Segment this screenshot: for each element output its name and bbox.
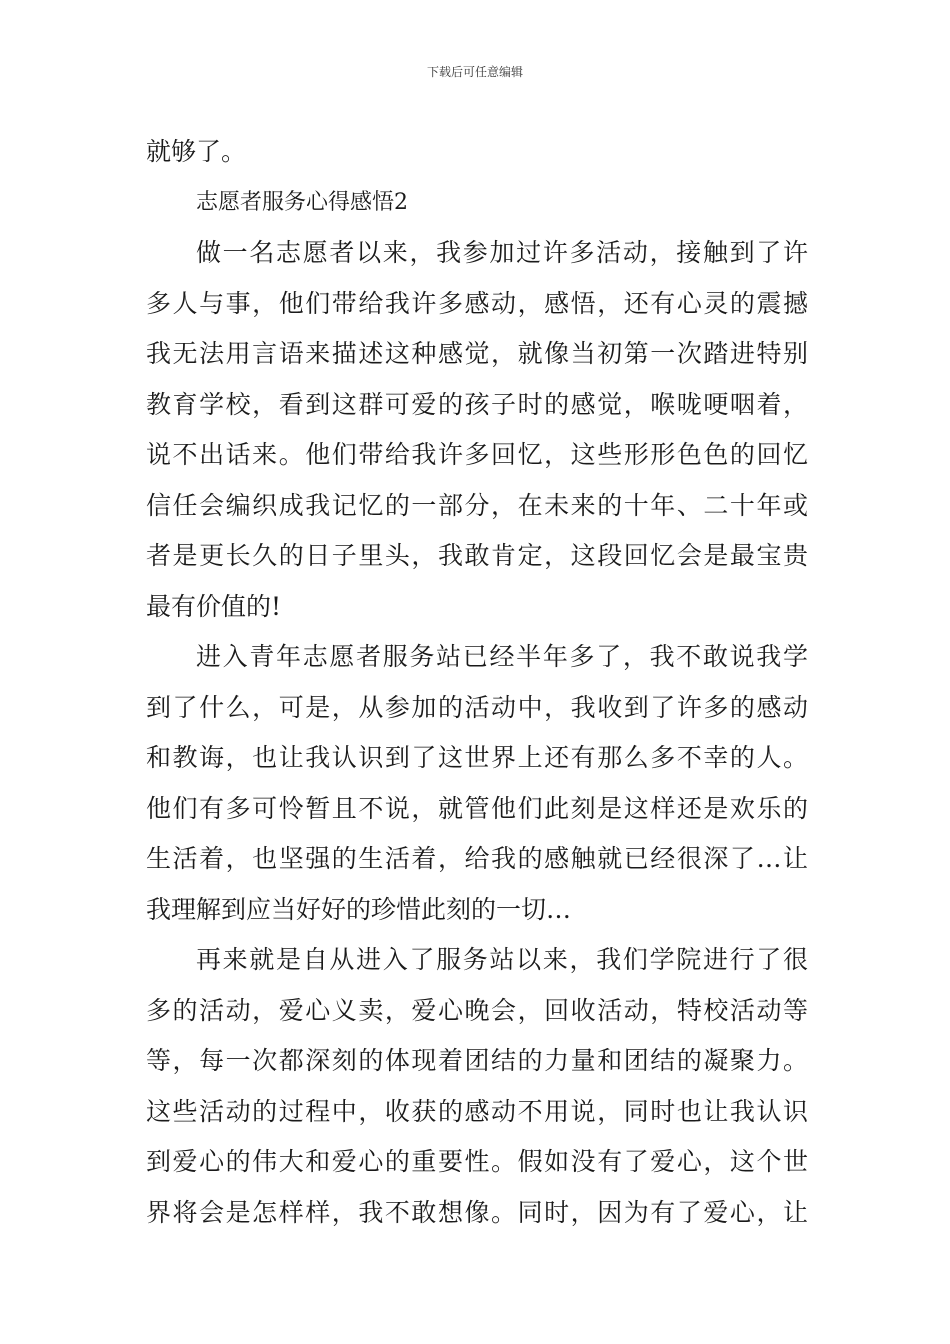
text-line: 多的活动，爱心义卖，爱心晚会，回收活动，特校活动等	[146, 995, 808, 1025]
text-line: 就够了。	[146, 137, 247, 166]
text-line: 说不出话来。他们带给我许多回忆，这些形形色色的回忆	[146, 440, 808, 469]
paragraph-closing	[146, 127, 808, 178]
text-line: 生活着，也坚强的生活着，给我的感触就已经很深了…让	[146, 844, 808, 873]
text-line: 最有价值的!	[146, 591, 282, 621]
text-line: 等，每一次都深刻的体现着团结的力量和团结的凝聚力。	[146, 1046, 808, 1075]
text-line: 他们有多可怜暂且不说，就管他们此刻是这样还是欢乐的	[146, 793, 808, 823]
paragraph	[146, 935, 808, 1238]
paragraph	[146, 228, 808, 632]
text-line: 进入青年志愿者服务站已经半年多了，我不敢说我学	[196, 642, 808, 671]
text-line: 教育学校，看到这群可爱的孩子时的感觉，喉咙哽咽着，	[146, 389, 808, 419]
document-body	[146, 127, 808, 1238]
text-line: 再来就是自从进入了服务站以来，我们学院进行了很	[196, 945, 808, 974]
heading-line: 志愿者服务心得感悟2	[196, 189, 408, 215]
text-line: 界将会是怎样样，我不敢想像。同时，因为有了爱心，让	[146, 1197, 808, 1227]
text-line: 做一名志愿者以来，我参加过许多活动，接触到了许	[196, 238, 808, 267]
section-heading	[146, 178, 808, 229]
text-line: 这些活动的过程中，收获的感动不用说，同时也让我认识	[146, 1096, 808, 1126]
text-line: 我无法用言语来描述这种感觉，就像当初第一次踏进特别	[146, 339, 808, 368]
text-line: 信任会编织成我记忆的一部分，在未来的十年、二十年或	[146, 490, 808, 520]
text-line: 和教诲，也让我认识到了这世界上还有那么多不幸的人。	[146, 743, 808, 772]
paragraph	[146, 632, 808, 935]
text-line: 我理解到应当好好的珍惜此刻的一切…	[146, 894, 572, 924]
text-line: 到爱心的伟大和爱心的重要性。假如没有了爱心，这个世	[146, 1147, 808, 1176]
text-line: 者是更长久的日子里头，我敢肯定，这段回忆会是最宝贵	[146, 541, 808, 570]
text-line: 到了什么，可是，从参加的活动中，我收到了许多的感动	[146, 692, 808, 722]
text-line: 多人与事，他们带给我许多感动，感悟，还有心灵的震撼	[146, 288, 808, 318]
page-header: 下载后可任意编辑	[426, 65, 523, 79]
